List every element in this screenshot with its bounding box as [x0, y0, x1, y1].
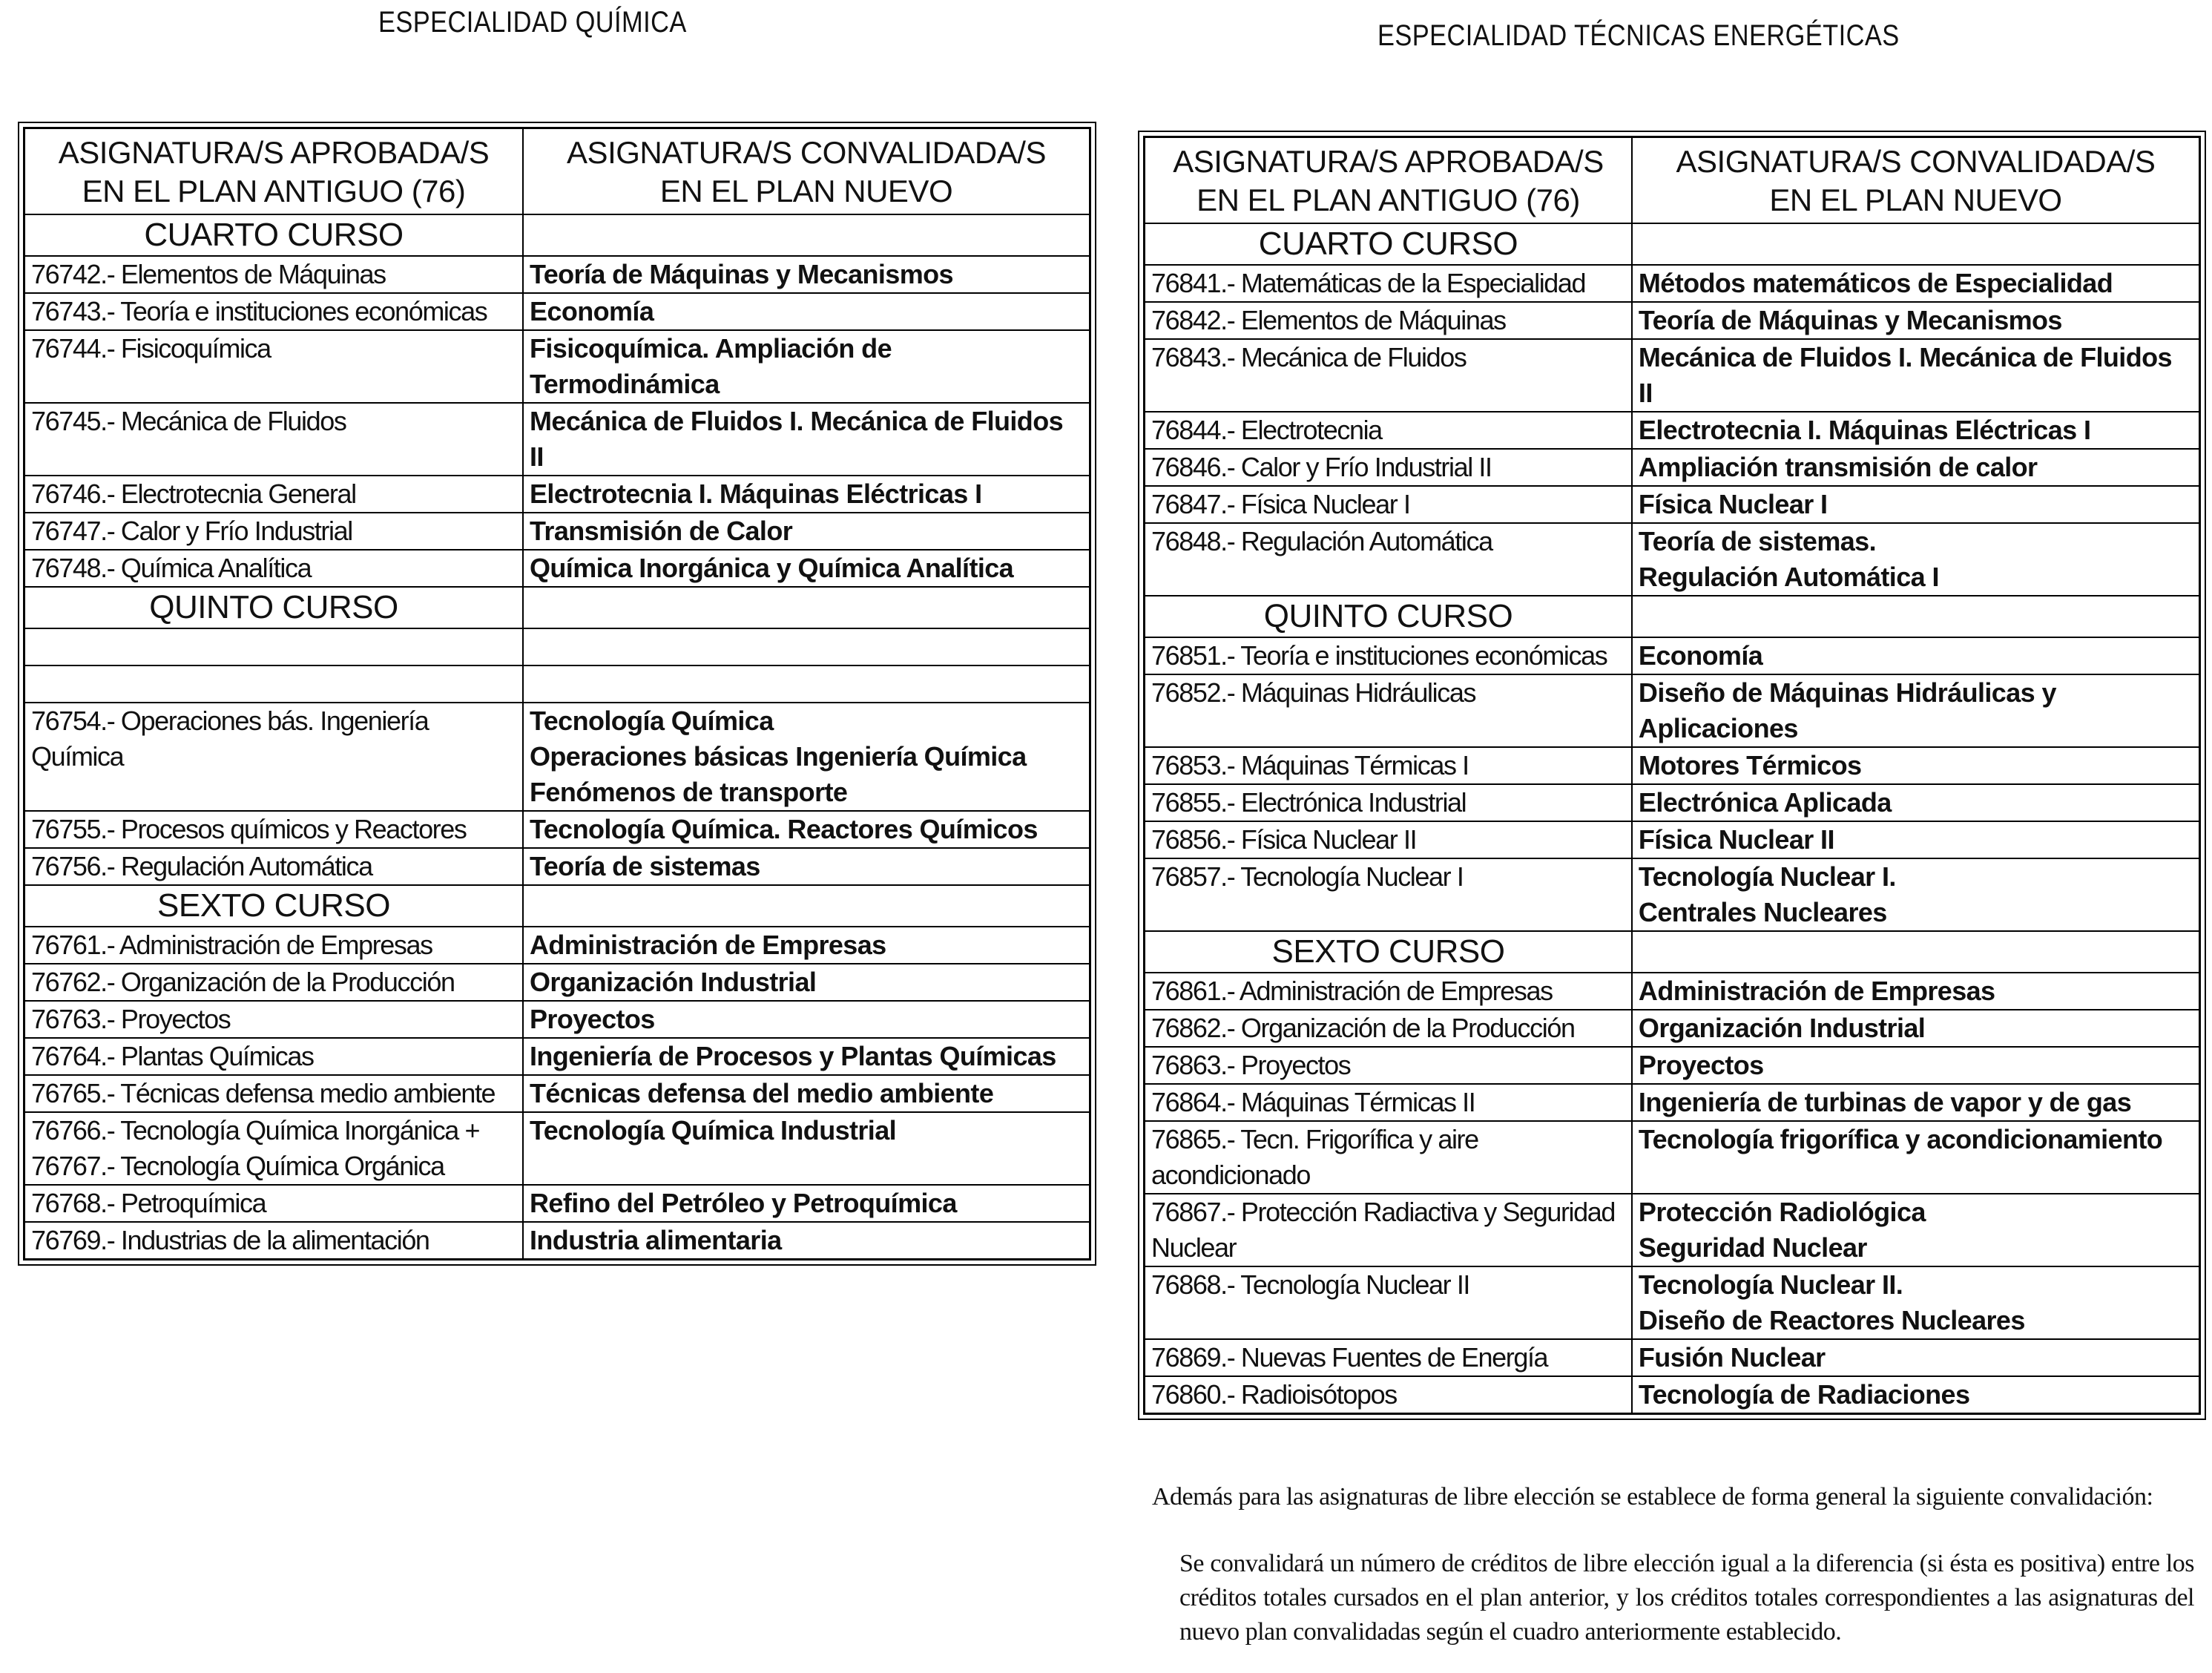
old-subject-cell [1145, 265, 1632, 302]
table-row [1145, 1121, 2200, 1194]
empty-cell [523, 628, 1090, 665]
old-subject-cell [1145, 674, 1632, 747]
new-subject-cell [1632, 265, 2200, 302]
new-subject-cell-line: Organización Industrial [1638, 1013, 1926, 1043]
new-subject-cell [523, 1185, 1090, 1222]
old-subject-cell-line: 76767.- Tecnología Química Orgánica [31, 1151, 444, 1181]
new-subject-cell [1632, 1339, 2200, 1376]
table-row [1145, 1376, 2200, 1414]
old-subject-cell-line: 76764.- Plantas Químicas [31, 1041, 314, 1071]
left-table-frame [18, 122, 1096, 1266]
table-row [24, 1185, 1090, 1222]
old-subject-cell [1145, 1376, 1632, 1414]
old-subject-cell-line: 76862.- Organización de la Producción [1151, 1013, 1575, 1043]
header-new-plan-line: EN EL PLAN NUEVO [1769, 183, 2062, 217]
new-subject-cell-line: Química Inorgánica y Química Analítica [530, 553, 1014, 583]
section-label: QUINTO CURSO [1145, 596, 1632, 637]
table-row [24, 330, 1090, 403]
old-subject-cell-line: 76860.- Radioisótopos [1151, 1379, 1397, 1410]
new-subject-cell [1632, 1010, 2200, 1047]
table-row [1145, 449, 2200, 486]
old-subject-cell-line: 76747.- Calor y Frío Industrial [31, 516, 352, 546]
new-subject-cell [1632, 973, 2200, 1010]
table-row [24, 476, 1090, 513]
new-subject-cell-line: Fusión Nuclear [1638, 1342, 1826, 1373]
new-subject-cell [1632, 302, 2200, 339]
new-subject-cell [1632, 523, 2200, 596]
new-subject-cell-line: Física Nuclear II [1638, 824, 1834, 855]
header-new-plan-line: ASIGNATURA/S CONVALIDADA/S [1676, 144, 2156, 179]
table-row [1145, 1266, 2200, 1339]
new-subject-cell-line: Teoría de Máquinas y Mecanismos [530, 259, 953, 289]
old-subject-cell [24, 927, 524, 964]
new-subject-cell [523, 1038, 1090, 1075]
old-subject-cell [1145, 449, 1632, 486]
old-subject-cell [24, 476, 524, 513]
note-body: Se convalidará un número de créditos de libre elección igual a la diferencia (si ésta es positiva) entre los créditos totales cursados en el plan anterior, y los créditos totales correspondientes a las asignaturas del nuevo plan convalidadas según el cuadro anteriormente establecido. [1179, 1550, 2194, 1646]
old-subject-cell-line: 76746.- Electrotecnia General [31, 479, 356, 509]
section-label: QUINTO CURSO [24, 587, 524, 628]
section-label: CUARTO CURSO [24, 214, 524, 256]
old-subject-cell-line: 76762.- Organización de la Producción [31, 967, 455, 997]
table-row [1145, 1339, 2200, 1376]
new-subject-cell-line: Tecnología Nuclear II. [1638, 1269, 1903, 1300]
new-subject-cell-line: Tecnología Química [530, 706, 774, 736]
table-row [24, 256, 1090, 293]
section-label: SEXTO CURSO [24, 885, 524, 927]
new-subject-cell-line: Ingeniería de Procesos y Plantas Químicas [530, 1041, 1056, 1071]
table-row [24, 964, 1090, 1001]
old-subject-cell [24, 1038, 524, 1075]
new-subject-cell-line: Técnicas defensa del medio ambiente [530, 1078, 994, 1108]
new-subject-cell [523, 927, 1090, 964]
old-subject-cell-line: 76864.- Máquinas Térmicas II [1151, 1087, 1475, 1117]
new-subject-cell [1632, 412, 2200, 449]
header-row [1145, 137, 2200, 224]
new-subject-cell [523, 256, 1090, 293]
table-row [1145, 1047, 2200, 1084]
table-row [1145, 821, 2200, 858]
section-blank [523, 885, 1090, 927]
old-subject-cell-line: 76748.- Química Analítica [31, 553, 312, 583]
old-subject-cell-line: 76855.- Electrónica Industrial [1151, 787, 1467, 818]
old-subject-cell [24, 703, 524, 811]
new-subject-cell-line: Regulación Automática I [1638, 562, 1939, 592]
header-new-plan-line: ASIGNATURA/S CONVALIDADA/S [567, 135, 1046, 170]
new-subject-cell [523, 848, 1090, 885]
new-subject-cell [1632, 858, 2200, 931]
new-subject-cell-line: Diseño de Máquinas Hidráulicas y [1638, 677, 2056, 708]
old-subject-cell [24, 1185, 524, 1222]
new-subject-cell-line: Seguridad Nuclear [1638, 1232, 1867, 1263]
table-row [24, 1001, 1090, 1038]
new-subject-cell [1632, 449, 2200, 486]
header-old-plan [1145, 137, 1632, 224]
new-subject-cell-line: Refino del Petróleo y Petroquímica [530, 1188, 957, 1218]
old-subject-cell-line: 76857.- Tecnología Nuclear I [1151, 861, 1464, 892]
empty-row [24, 628, 1090, 665]
old-subject-cell-line: 76761.- Administración de Empresas [31, 930, 432, 960]
section-blank [1632, 596, 2200, 637]
old-subject-cell-line: 76765.- Técnicas defensa medio ambiente [31, 1078, 496, 1108]
table-row [1145, 339, 2200, 412]
new-subject-cell [523, 811, 1090, 848]
old-subject-cell [1145, 747, 1632, 784]
section-row [24, 885, 1090, 927]
old-subject-cell-line: 76763.- Proyectos [31, 1004, 231, 1034]
note-intro: Además para las asignaturas de libre elección se establece de forma general la siguiente convalidación: [1152, 1483, 2153, 1511]
table-row [1145, 412, 2200, 449]
new-subject-cell-line: Teoría de sistemas. [1638, 526, 1877, 556]
table-row [1145, 747, 2200, 784]
section-row [1145, 223, 2200, 265]
table-row [24, 703, 1090, 811]
new-subject-cell [523, 1075, 1090, 1112]
new-subject-cell [523, 550, 1090, 587]
new-subject-cell-line: Proyectos [1638, 1050, 1764, 1080]
new-subject-cell [1632, 747, 2200, 784]
old-subject-cell [24, 513, 524, 550]
old-subject-cell [24, 964, 524, 1001]
new-subject-cell [1632, 1194, 2200, 1266]
new-subject-cell-line: Diseño de Reactores Nucleares [1638, 1305, 2025, 1335]
new-subject-cell [523, 1222, 1090, 1260]
section-row [24, 214, 1090, 256]
new-subject-cell [1632, 1084, 2200, 1121]
right-table-frame [1138, 131, 2206, 1420]
old-subject-cell [1145, 412, 1632, 449]
old-subject-cell [1145, 1266, 1632, 1339]
new-subject-cell [1632, 821, 2200, 858]
new-subject-cell-line: Centrales Nucleares [1638, 897, 1887, 927]
table-row [1145, 1194, 2200, 1266]
empty-cell [24, 665, 524, 703]
old-subject-cell-line: acondicionado [1151, 1160, 1310, 1190]
new-subject-cell [523, 403, 1090, 476]
new-subject-cell [523, 1112, 1090, 1185]
new-subject-cell-line: Tecnología Química. Reactores Químicos [530, 814, 1038, 844]
new-subject-cell-line: Teoría de Máquinas y Mecanismos [1638, 305, 2062, 335]
old-subject-cell-line: 76851.- Teoría e instituciones económicas [1151, 640, 1607, 671]
new-subject-cell-line: Tecnología frigorífica y acondicionamiento [1638, 1124, 2163, 1154]
old-subject-cell [1145, 1047, 1632, 1084]
table-row [1145, 302, 2200, 339]
section-blank [523, 587, 1090, 628]
old-subject-cell [24, 811, 524, 848]
old-subject-cell-line: Química [31, 741, 124, 772]
table-row [24, 927, 1090, 964]
table-row [24, 403, 1090, 476]
section-row [1145, 596, 2200, 637]
empty-cell [523, 665, 1090, 703]
old-subject-cell [1145, 858, 1632, 931]
old-subject-cell [24, 1075, 524, 1112]
table-row [1145, 973, 2200, 1010]
header-new-plan [523, 128, 1090, 215]
new-subject-cell-line: Operaciones básicas Ingeniería Química [530, 741, 1027, 772]
new-subject-cell [1632, 784, 2200, 821]
old-subject-cell [24, 1001, 524, 1038]
header-old-plan-line: EN EL PLAN ANTIGUO (76) [82, 174, 466, 208]
old-subject-cell [1145, 486, 1632, 523]
new-subject-cell-line: Electrotecnia I. Máquinas Eléctricas I [1638, 415, 2091, 445]
table-row [1145, 858, 2200, 931]
old-subject-cell [1145, 973, 1632, 1010]
header-new-plan-line: EN EL PLAN NUEVO [659, 174, 953, 208]
old-subject-cell [24, 403, 524, 476]
new-subject-cell-line: Electrónica Aplicada [1638, 787, 1892, 818]
table-row [24, 1112, 1090, 1185]
new-subject-cell-line: Tecnología Nuclear I. [1638, 861, 1896, 892]
table-row [1145, 1010, 2200, 1047]
old-subject-cell-line: 76863.- Proyectos [1151, 1050, 1351, 1080]
header-new-plan [1632, 137, 2200, 224]
old-subject-cell [1145, 1339, 1632, 1376]
new-subject-cell-line: Mecánica de Fluidos I. Mecánica de Fluidos II [530, 406, 1064, 472]
new-subject-cell-line: Teoría de sistemas [530, 851, 760, 881]
table-row [24, 848, 1090, 885]
header-old-plan-line: EN EL PLAN ANTIGUO (76) [1196, 183, 1580, 217]
new-subject-cell-line: Industria alimentaria [530, 1225, 782, 1255]
old-subject-cell-line: 76852.- Máquinas Hidráulicas [1151, 677, 1476, 708]
header-old-plan-line: ASIGNATURA/S APROBADA/S [1173, 144, 1604, 179]
old-subject-cell-line: 76856.- Física Nuclear II [1151, 824, 1417, 855]
new-subject-cell [1632, 1047, 2200, 1084]
new-subject-cell [1632, 486, 2200, 523]
old-subject-cell-line: 76742.- Elementos de Máquinas [31, 259, 386, 289]
new-subject-cell-line: Mecánica de Fluidos I. Mecánica de Fluidos II [1638, 342, 2172, 408]
new-subject-cell-line: Economía [1638, 640, 1763, 671]
table-row [1145, 637, 2200, 674]
old-subject-cell-line: 76766.- Tecnología Química Inorgánica + [31, 1115, 480, 1146]
section-label: SEXTO CURSO [1145, 931, 1632, 973]
old-subject-cell-line: 76755.- Procesos químicos y Reactores [31, 814, 467, 844]
new-subject-cell-line: Física Nuclear I [1638, 489, 1828, 519]
table-row [24, 550, 1090, 587]
old-subject-cell [1145, 339, 1632, 412]
section-blank [1632, 223, 2200, 265]
table-row [24, 811, 1090, 848]
new-subject-cell-line: Proyectos [530, 1004, 655, 1034]
new-subject-cell-line: Tecnología Química Industrial [530, 1115, 897, 1146]
left-title: ESPECIALIDAD QUÍMICA [378, 6, 687, 39]
section-row [24, 587, 1090, 628]
old-subject-cell-line: 76744.- Fisicoquímica [31, 333, 271, 364]
old-subject-cell-line: 76847.- Física Nuclear I [1151, 489, 1410, 519]
empty-cell [24, 628, 524, 665]
table-row [1145, 523, 2200, 596]
old-subject-cell [24, 1222, 524, 1260]
new-subject-cell [1632, 1376, 2200, 1414]
old-subject-cell-line: 76743.- Teoría e instituciones económicas [31, 296, 487, 326]
table-row [1145, 674, 2200, 747]
old-subject-cell-line: 76745.- Mecánica de Fluidos [31, 406, 346, 436]
old-subject-cell-line: 76848.- Regulación Automática [1151, 526, 1492, 556]
new-subject-cell-line: Ampliación transmisión de calor [1638, 452, 2038, 482]
table-row [24, 1222, 1090, 1260]
new-subject-cell-line: Administración de Empresas [530, 930, 886, 960]
new-subject-cell-line: Fisicoquímica. Ampliación de Termodinámica [530, 333, 892, 399]
old-subject-cell [1145, 1194, 1632, 1266]
old-subject-cell [1145, 523, 1632, 596]
old-subject-cell [1145, 1121, 1632, 1194]
section-label: CUARTO CURSO [1145, 223, 1632, 265]
new-subject-cell-line: Administración de Empresas [1638, 976, 1995, 1006]
new-subject-cell [523, 703, 1090, 811]
empty-row [24, 665, 1090, 703]
new-subject-cell-line: Electrotecnia I. Máquinas Eléctricas I [530, 479, 982, 509]
old-subject-cell-line: 76867.- Protección Radiactiva y Seguridad [1151, 1197, 1616, 1227]
table-row [24, 293, 1090, 330]
old-subject-cell [24, 256, 524, 293]
section-blank [523, 214, 1090, 256]
table-row [1145, 265, 2200, 302]
table-row [1145, 486, 2200, 523]
old-subject-cell-line: 76865.- Tecn. Frigorífica y aire [1151, 1124, 1478, 1154]
new-subject-cell-line: Economía [530, 296, 654, 326]
left-table [23, 127, 1091, 1260]
old-subject-cell-line: 76853.- Máquinas Térmicas I [1151, 750, 1469, 780]
old-subject-cell [1145, 1010, 1632, 1047]
old-subject-cell-line: 76842.- Elementos de Máquinas [1151, 305, 1506, 335]
table-row [24, 1038, 1090, 1075]
right-table [1143, 136, 2201, 1415]
old-subject-cell-line: 76768.- Petroquímica [31, 1188, 266, 1218]
new-subject-cell-line: Fenómenos de transporte [530, 777, 848, 807]
new-subject-cell-line: Organización Industrial [530, 967, 817, 997]
new-subject-cell [1632, 674, 2200, 747]
old-subject-cell-line: 76841.- Matemáticas de la Especialidad [1151, 268, 1586, 298]
table-row [1145, 784, 2200, 821]
new-subject-cell [1632, 637, 2200, 674]
new-subject-cell-line: Tecnología de Radiaciones [1638, 1379, 1970, 1410]
right-title: ESPECIALIDAD TÉCNICAS ENERGÉTICAS [1377, 19, 1900, 52]
new-subject-cell [1632, 1266, 2200, 1339]
new-subject-cell-line: Aplicaciones [1638, 713, 1798, 743]
new-subject-cell [523, 513, 1090, 550]
table-row [24, 1075, 1090, 1112]
new-subject-cell-line: Transmisión de Calor [530, 516, 793, 546]
header-old-plan [24, 128, 524, 215]
old-subject-cell-line: 76756.- Regulación Automática [31, 851, 372, 881]
old-subject-cell-line: 76861.- Administración de Empresas [1151, 976, 1553, 1006]
new-subject-cell [523, 964, 1090, 1001]
new-subject-cell-line: Ingeniería de turbinas de vapor y de gas [1638, 1087, 2132, 1117]
old-subject-cell [24, 1112, 524, 1185]
new-subject-cell [523, 330, 1090, 403]
old-subject-cell-line: Nuclear [1151, 1232, 1237, 1263]
old-subject-cell-line: 76869.- Nuevas Fuentes de Energía [1151, 1342, 1548, 1373]
old-subject-cell [1145, 821, 1632, 858]
old-subject-cell-line: 76843.- Mecánica de Fluidos [1151, 342, 1467, 372]
table-row [1145, 1084, 2200, 1121]
old-subject-cell [1145, 637, 1632, 674]
old-subject-cell-line: 76844.- Electrotecnia [1151, 415, 1382, 445]
new-subject-cell-line: Motores Térmicos [1638, 750, 1862, 780]
section-row [1145, 931, 2200, 973]
old-subject-cell-line: 76868.- Tecnología Nuclear II [1151, 1269, 1470, 1300]
section-blank [1632, 931, 2200, 973]
new-subject-cell [1632, 1121, 2200, 1194]
old-subject-cell-line: 76769.- Industrias de la alimentación [31, 1225, 429, 1255]
old-subject-cell [24, 550, 524, 587]
old-subject-cell [1145, 302, 1632, 339]
old-subject-cell [24, 293, 524, 330]
new-subject-cell [523, 1001, 1090, 1038]
table-row [24, 513, 1090, 550]
old-subject-cell-line: 76754.- Operaciones bás. Ingeniería [31, 706, 429, 736]
new-subject-cell [523, 476, 1090, 513]
old-subject-cell [1145, 1084, 1632, 1121]
header-old-plan-line: ASIGNATURA/S APROBADA/S [58, 135, 490, 170]
new-subject-cell [523, 293, 1090, 330]
new-subject-cell-line: Métodos matemáticos de Especialidad [1638, 268, 2113, 298]
old-subject-cell [24, 330, 524, 403]
new-subject-cell [1632, 339, 2200, 412]
old-subject-cell [24, 848, 524, 885]
old-subject-cell-line: 76846.- Calor y Frío Industrial II [1151, 452, 1492, 482]
header-row [24, 128, 1090, 215]
old-subject-cell [1145, 784, 1632, 821]
new-subject-cell-line: Protección Radiológica [1638, 1197, 1926, 1227]
